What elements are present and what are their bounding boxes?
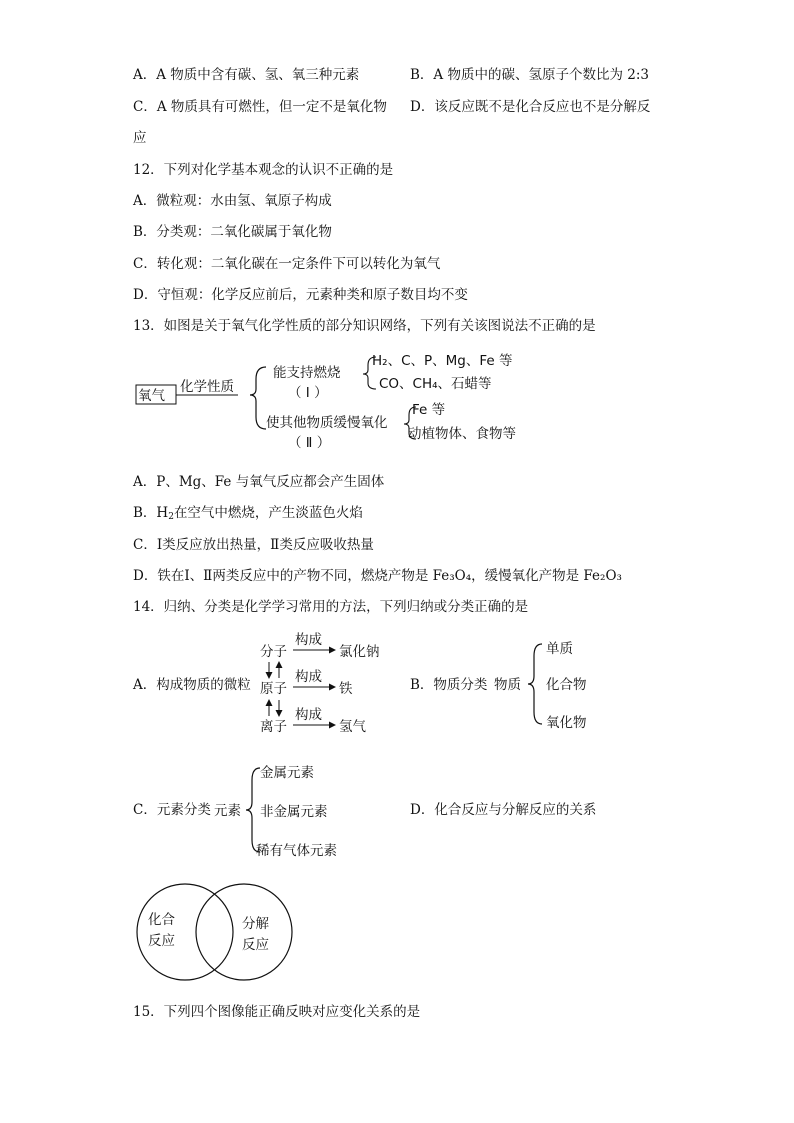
target-sodium-chloride: 氯化钠 <box>339 644 380 660</box>
q12-option-a: A．微粒观：水由氢、氧原子构成 <box>133 193 332 209</box>
q14-stem: 14．归纳、分类是化学学习常用的方法，下列归纳或分类正确的是 <box>133 599 529 615</box>
q11-option-d-continued: 应 <box>133 130 147 146</box>
node2-item2: 动植物体、食物等 <box>408 426 516 442</box>
q11-option-a: A．A 物质中含有碳、氢、氧三种元素 <box>133 67 360 83</box>
substance-classification-diagram <box>490 632 600 737</box>
q13-stem: 13．如图是关于氧气化学性质的部分知识网络，下列有关该图说法不正确的是 <box>133 318 596 334</box>
venn-circle-combination <box>137 884 233 980</box>
substance-item-compound: 化合物 <box>546 677 587 693</box>
node2-tag: （ Ⅱ ） <box>288 435 331 451</box>
q14-option-d-label: D．化合反应与分解反应的关系 <box>410 802 597 818</box>
substance-item-oxide: 氧化物 <box>546 715 587 731</box>
venn-left-line1: 化合 <box>148 912 175 928</box>
diagram-branch-label: 化学性质 <box>180 379 234 395</box>
q12-option-d: D．守恒观：化学反应前后，元素种类和原子数目均不变 <box>133 287 468 303</box>
brace-element <box>246 768 260 852</box>
diagram-root-label: 氧气 <box>138 388 165 404</box>
compose-label-2: 构成 <box>295 669 322 685</box>
venn-right-line1: 分解 <box>242 916 269 932</box>
node1-tag: （ Ⅰ ） <box>288 385 328 401</box>
q13-option-b <box>133 504 363 522</box>
q11-option-d: D．该反应既不是化合反应也不是分解反 <box>410 99 651 115</box>
target-hydrogen: 氢气 <box>339 719 366 735</box>
element-item-nonmetal: 非金属元素 <box>260 804 328 820</box>
q14-option-c-label: C．元素分类 <box>133 802 211 818</box>
venn-right-line2: 反应 <box>242 937 269 953</box>
q13-option-c: C．Ⅰ类反应放出热量，Ⅱ类反应吸收热量 <box>133 537 374 553</box>
element-item-metal: 金属元素 <box>260 765 314 781</box>
node1-item1: H₂、C、P、Mg、Fe 等 <box>372 353 513 369</box>
q13-option-b-text: 在空气中燃烧，产生淡蓝色火焰 <box>173 505 363 521</box>
node1-item2: CO、CH₄、石蜡等 <box>379 376 492 392</box>
element-classification-diagram <box>210 756 370 866</box>
q11-option-b: B．A 物质中的碳、氢原子个数比为 2:3 <box>410 67 649 83</box>
q12-stem: 12．下列对化学基本观念的认识不正确的是 <box>133 162 394 178</box>
q14-option-b-label: B．物质分类 <box>410 677 488 693</box>
particle-composition-diagram <box>255 630 395 740</box>
q11-option-c: C．A 物质具有可燃性，但一定不是氧化物 <box>133 99 387 115</box>
brace-substance <box>528 644 542 724</box>
venn-left-line2: 反应 <box>148 933 175 949</box>
target-iron: 铁 <box>339 681 353 697</box>
brace-main <box>250 367 266 429</box>
atom-label: 原子 <box>260 681 287 697</box>
q12-option-b: B．分类观：二氧化碳属于氧化物 <box>133 224 332 240</box>
substance-item-element: 单质 <box>546 641 573 657</box>
node2-label: 使其他物质缓慢氧化 <box>266 415 388 431</box>
substance-root-label: 物质 <box>494 677 521 693</box>
q13-option-b-subscript: 2 <box>168 512 174 522</box>
oxygen-knowledge-network-diagram <box>130 345 550 455</box>
q13-option-d: D．铁在Ⅰ、Ⅱ两类反应中的产物不同，燃烧产物是 Fe₃O₄，缓慢氧化产物是 Fe₂O₃ <box>133 568 622 584</box>
compose-label-1: 构成 <box>295 632 322 648</box>
q12-option-c: C．转化观：二氧化碳在一定条件下可以转化为氧气 <box>133 256 441 272</box>
node2-item1: Fe 等 <box>412 402 446 418</box>
q13-option-b-prefix: B．H <box>133 505 169 521</box>
element-item-noble-gas: 稀有气体元素 <box>256 843 337 859</box>
q13-option-a: A．P、Mg、Fe 与氧气反应都会产生固体 <box>133 474 385 490</box>
node1-label: 能支持燃烧 <box>273 365 341 381</box>
q15-stem: 15．下列四个图像能正确反映对应变化关系的是 <box>133 1004 421 1020</box>
ion-label: 离子 <box>260 719 287 735</box>
venn-circle-decomposition <box>196 884 292 980</box>
reaction-venn-diagram <box>130 880 305 985</box>
element-root-label: 元素 <box>214 803 241 819</box>
q14-option-a-label: A．构成物质的微粒 <box>133 677 251 693</box>
compose-label-3: 构成 <box>295 707 322 723</box>
molecule-label: 分子 <box>260 644 287 660</box>
